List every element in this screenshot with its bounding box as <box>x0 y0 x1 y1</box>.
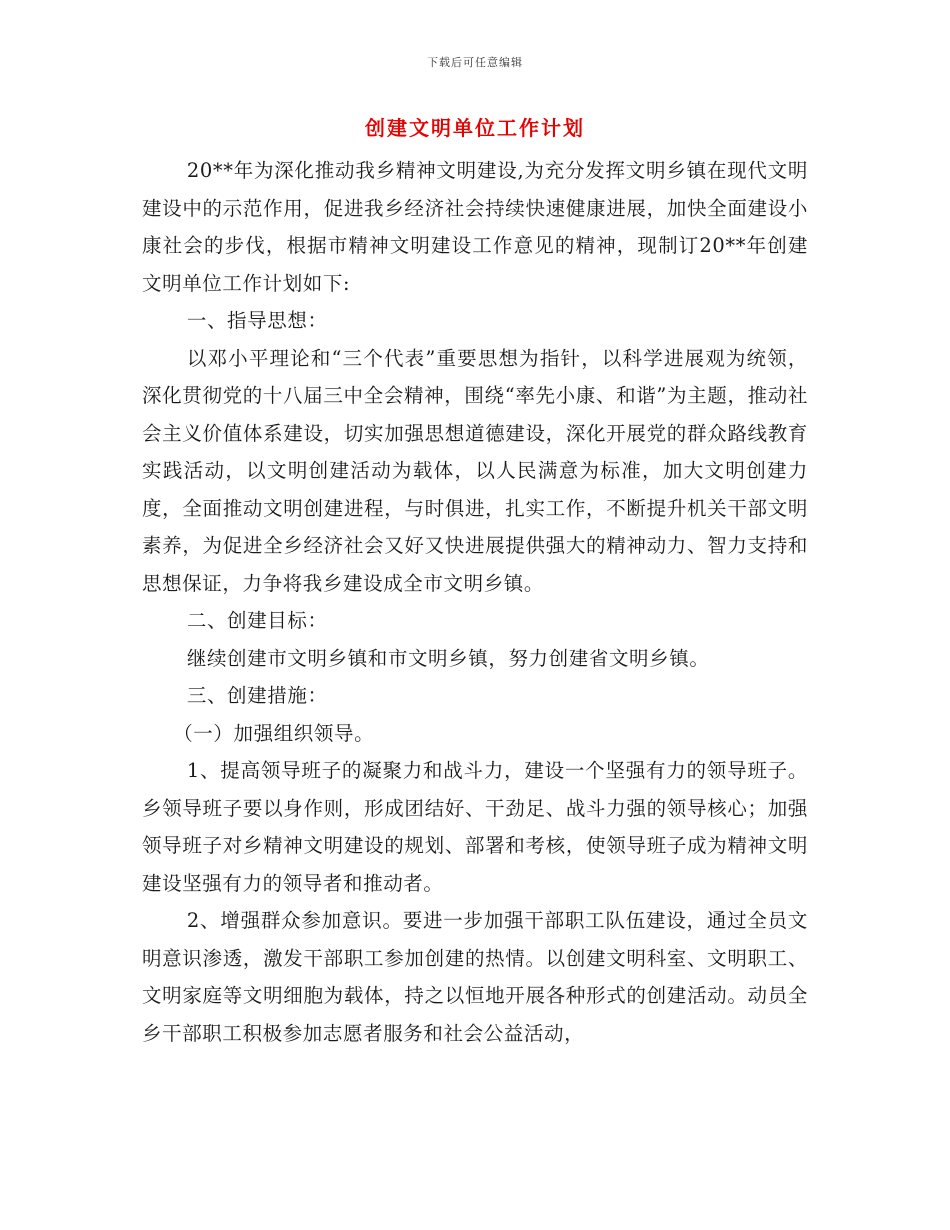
intro-paragraph: 20**年为深化推动我乡精神文明建设,为充分发挥文明乡镇在现代文明建设中的示范作用，促进我乡经济社会持续快速健康进展，加快全面建设小康社会的步伐，根据市精神文明建设工作意见的精神，现制订20**年创建文明单位工作计划如下: <box>142 159 808 295</box>
guiding-ideology-paragraph: 以邓小平理论和“三个代表”重要思想为指针，以科学进展观为统领，深化贯彻党的十八届三中全会精神，围绕“率先小康、和谐”为主题，推动社会主义价值体系建设，切实加强思想道德建设，深化开展党的群众路线教育实践活动，以文明创建活动为载体，以人民满意为标准，加大文明创建力度，全面推动文明创建进程，与时俱进，扎实工作，不断提升机关干部文明素养，为促进全乡经济社会又好又快进展提供强大的精神动力、智力支持和思想保证，力争将我乡建设成全市文明乡镇。 <box>142 346 808 595</box>
subsection-heading-leadership: （一）加强组织领导。 <box>173 721 375 745</box>
goals-paragraph: 继续创建市文明乡镇和市文明乡镇，努力创建省文明乡镇。 <box>186 646 710 670</box>
section-heading-measures: 三、创建措施： <box>186 684 328 707</box>
section-heading-goals: 二、创建目标： <box>186 609 328 632</box>
document-title: 创建文明单位工作计划 <box>365 116 585 140</box>
measure-paragraph-2: 2、增强群众参加意识。要进一步加强干部职工队伍建设，通过全员文明意识渗透，激发干部职工参加创建的热情。以创建文明科室、文明职工、文明家庭等文明细胞为载体，持之以恒地开展各种形式的创建活动。动员全乡干部职工积极参加志愿者服务和社会公益活动， <box>142 909 808 1045</box>
section-heading-guiding-ideology: 一、指导思想： <box>186 309 328 332</box>
document-body <box>142 152 808 1052</box>
header-note: 下载后可任意编辑 <box>427 56 523 69</box>
measure-paragraph-1: 1、提高领导班子的凝聚力和战斗力，建设一个坚强有力的领导班子。乡领导班子要以身作则，形成团结好、干劲足、战斗力强的领导核心；加强领导班子对乡精神文明建设的规划、部署和考核，使领导班子成为精神文明建设坚强有力的领导者和推动者。 <box>142 759 808 895</box>
